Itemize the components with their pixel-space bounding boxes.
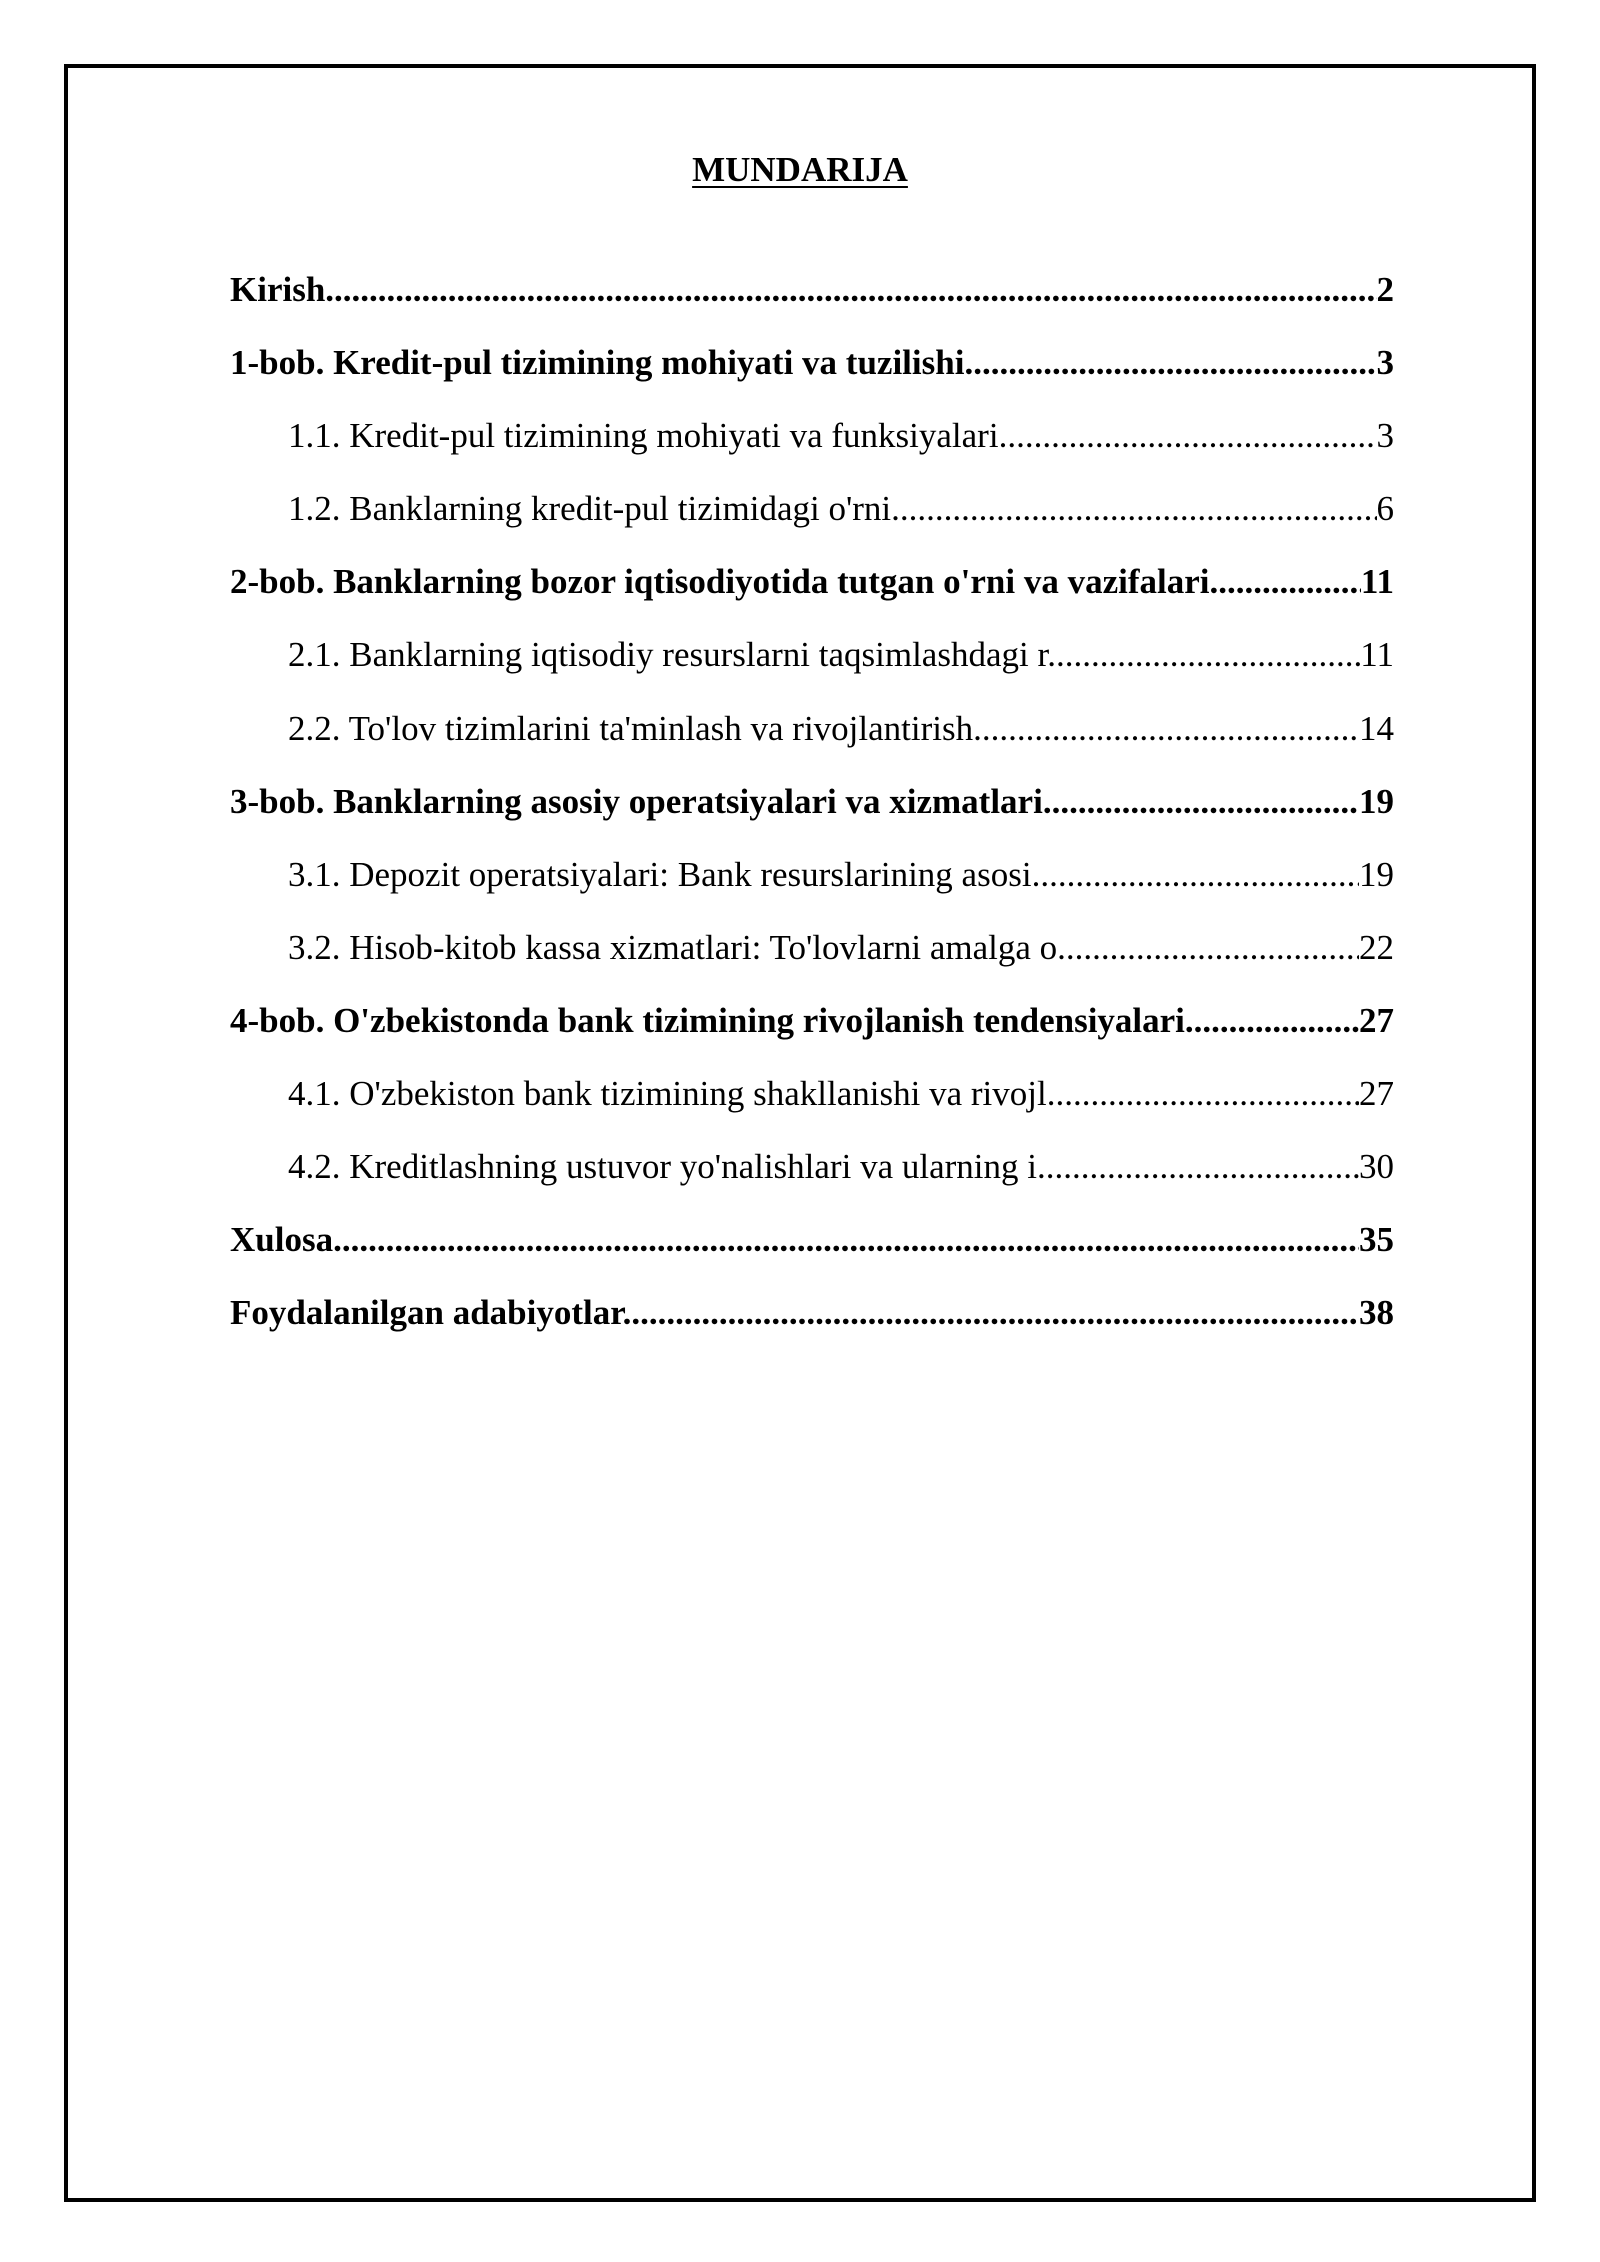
toc-entry-page-number: 6 [1377, 481, 1395, 537]
toc-section-entry[interactable] [230, 627, 1394, 700]
toc-section-entry[interactable] [230, 1066, 1394, 1139]
toc-entry-title: 3.2. Hisob-kitob kassa xizmatlari: To'lovlarni amalga o ..... [288, 928, 1394, 967]
toc-entry-page-number: 35 [1359, 1212, 1394, 1268]
toc-entry-title: 3.1. Depozit operatsiyalari: Bank resurslarining asosi ..... [288, 855, 1394, 894]
toc-section-entry[interactable] [230, 920, 1394, 993]
toc-title: MUNDARIJA [692, 150, 908, 189]
toc-chapter-entry[interactable] [230, 335, 1394, 408]
toc-entry-title: Xulosa ..... [230, 1220, 1394, 1259]
toc-entry-title: Kirish ..... [230, 270, 1394, 309]
toc-entry-page-number: 38 [1359, 1285, 1394, 1341]
toc-entry-page-number: 3 [1377, 408, 1395, 464]
toc-entry-title: 2.1. Banklarning iqtisodiy resurslarni taqsimlashdagi r ..... [288, 635, 1394, 674]
toc-section-entry[interactable] [230, 1139, 1394, 1212]
toc-entry-page-number: 22 [1359, 920, 1394, 976]
toc-entry-page-number: 11 [1361, 554, 1394, 610]
toc-entry-page-number: 19 [1359, 774, 1394, 830]
toc-chapter-entry[interactable] [230, 774, 1394, 847]
table-of-contents [230, 262, 1394, 1358]
toc-chapter-entry[interactable] [230, 993, 1394, 1066]
toc-entry-title: 1.1. Kredit-pul tizimining mohiyati va funksiyalari ..... [288, 416, 1394, 455]
toc-entry-title: 3-bob. Banklarning asosiy operatsiyalari va xizmatlari ..... [230, 782, 1394, 821]
toc-entry-page-number: 11 [1360, 627, 1394, 683]
toc-section-entry[interactable] [230, 408, 1394, 481]
toc-entry-page-number: 27 [1359, 993, 1394, 1049]
toc-entry-page-number: 14 [1359, 701, 1394, 757]
toc-entry-title: 2.2. To'lov tizimlarini ta'minlash va rivojlantirish ..... [288, 709, 1394, 748]
toc-entry-page-number: 2 [1377, 262, 1395, 318]
toc-entry-title: 4.2. Kreditlashning ustuvor yo'nalishlari va ularning i ..... [288, 1147, 1394, 1186]
toc-entry-title: 1-bob. Kredit-pul tizimining mohiyati va tuzilishi ..... [230, 343, 1394, 382]
toc-entry-title: 2-bob. Banklarning bozor iqtisodiyotida tutgan o'rni va vazifalari ..... [230, 562, 1394, 601]
toc-chapter-entry[interactable] [230, 554, 1394, 627]
toc-chapter-entry[interactable] [230, 1285, 1394, 1358]
toc-section-entry[interactable] [230, 847, 1394, 920]
toc-entry-title: 4.1. O'zbekiston bank tizimining shakllanishi va rivojl ..... [288, 1074, 1394, 1113]
toc-chapter-entry[interactable] [230, 262, 1394, 335]
toc-entry-title: 4-bob. O'zbekistonda bank tizimining rivojlanish tendensiyalari ..... [230, 1001, 1394, 1040]
toc-entry-title: Foydalanilgan adabiyotlar ..... [230, 1293, 1394, 1332]
toc-entry-page-number: 3 [1377, 335, 1395, 391]
toc-entry-page-number: 30 [1359, 1139, 1394, 1195]
toc-entry-page-number: 27 [1359, 1066, 1394, 1122]
toc-chapter-entry[interactable] [230, 1212, 1394, 1285]
toc-section-entry[interactable] [230, 701, 1394, 774]
toc-entry-page-number: 19 [1359, 847, 1394, 903]
toc-entry-title: 1.2. Banklarning kredit-pul tizimidagi o'rni ..... [288, 489, 1394, 528]
toc-section-entry[interactable] [230, 481, 1394, 554]
